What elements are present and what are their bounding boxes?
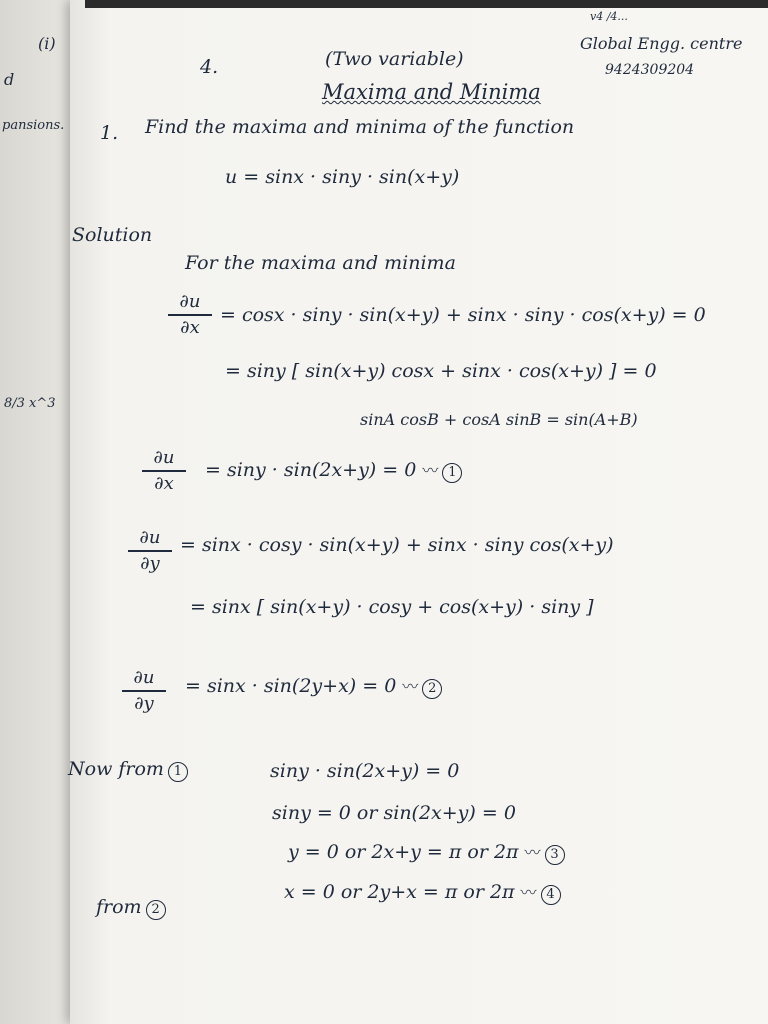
from-text: from: [96, 896, 142, 918]
solution-label: Solution: [72, 224, 153, 246]
partial-u-y-fraction: [122, 668, 166, 714]
topic-title: Maxima and Minima: [322, 80, 541, 104]
equation-ref-badge: 1: [442, 463, 462, 483]
question-number: 1.: [100, 122, 119, 144]
now-from-text: Now from: [68, 758, 164, 780]
from-label: [96, 896, 166, 920]
equation-text: = siny · sin(2x+y) = 0: [205, 459, 417, 481]
margin-mark: d: [4, 70, 15, 89]
equation-dy-3: = sinx · sin(2y+x) = 0 〰 2: [185, 674, 442, 699]
case-line-2: y = 0 or 2x+y = π or 2π 〰 3: [288, 840, 565, 865]
now-from-label: [68, 758, 188, 782]
case-line-1: siny = 0 or sin(2x+y) = 0: [272, 802, 516, 824]
equation-ref-badge: 2: [146, 900, 166, 920]
equation-dy-1: = sinx · cosy · sin(x+y) + sinx · siny cos(x+y): [180, 534, 614, 556]
equation-dx-1: = cosx · siny · sin(x+y) + sinx · siny · cos(x+y) = 0: [220, 304, 706, 326]
phone-number: 9424309204: [605, 62, 695, 78]
question-text: Find the maxima and minima of the function: [145, 116, 575, 138]
header-top-right: v4 /4...: [590, 10, 628, 23]
page-number: 4.: [200, 56, 219, 78]
margin-mark: pansions.: [2, 118, 65, 133]
equation-ref-badge: 4: [541, 885, 561, 905]
case-line-3: x = 0 or 2y+x = π or 2π 〰 4: [284, 880, 561, 905]
fraction-numerator: ∂u: [139, 527, 161, 548]
partial-u-x-fraction: [168, 292, 212, 338]
solution-intro: For the maxima and minima: [185, 252, 456, 274]
subject-label: (Two variable): [325, 48, 464, 70]
equation-dx-3: = siny · sin(2x+y) = 0 〰 1: [205, 458, 462, 483]
margin-mark: 8/3 x^3: [4, 396, 56, 411]
question-function: u = sinx · siny · sin(x+y): [225, 166, 460, 188]
trig-identity: sinA cosB + cosA sinB = sin(A+B): [360, 410, 638, 429]
margin-mark: (i): [38, 34, 56, 53]
fraction-denominator: ∂y: [140, 552, 160, 574]
fraction-denominator: ∂y: [134, 692, 154, 714]
equation-ref-badge: 3: [545, 845, 565, 865]
partial-u-y-fraction: [128, 528, 172, 574]
page-top-edge: [85, 0, 768, 8]
now-equation: siny · sin(2x+y) = 0: [270, 760, 460, 782]
equation-dx-2: = siny [ sin(x+y) cosx + sinx · cos(x+y) ] = 0: [225, 360, 657, 382]
equation-dy-2: = sinx [ sin(x+y) · cosy + cos(x+y) · siny ]: [190, 596, 594, 618]
equation-ref-badge: 1: [168, 762, 188, 782]
fraction-numerator: ∂u: [153, 447, 175, 468]
case-text: x = 0 or 2y+x = π or 2π: [284, 881, 515, 903]
equation-text: = sinx · sin(2y+x) = 0: [185, 675, 397, 697]
fraction-denominator: ∂x: [180, 316, 200, 338]
case-text: y = 0 or 2x+y = π or 2π: [288, 841, 519, 863]
fraction-numerator: ∂u: [133, 667, 155, 688]
equation-ref-badge: 2: [422, 679, 442, 699]
partial-u-x-fraction: [142, 448, 186, 494]
fraction-numerator: ∂u: [179, 291, 201, 312]
notebook-page: [70, 0, 768, 1024]
institute-name: Global Engg. centre: [580, 34, 743, 53]
fraction-denominator: ∂x: [154, 472, 174, 494]
adjacent-page-edge: [0, 0, 72, 1024]
